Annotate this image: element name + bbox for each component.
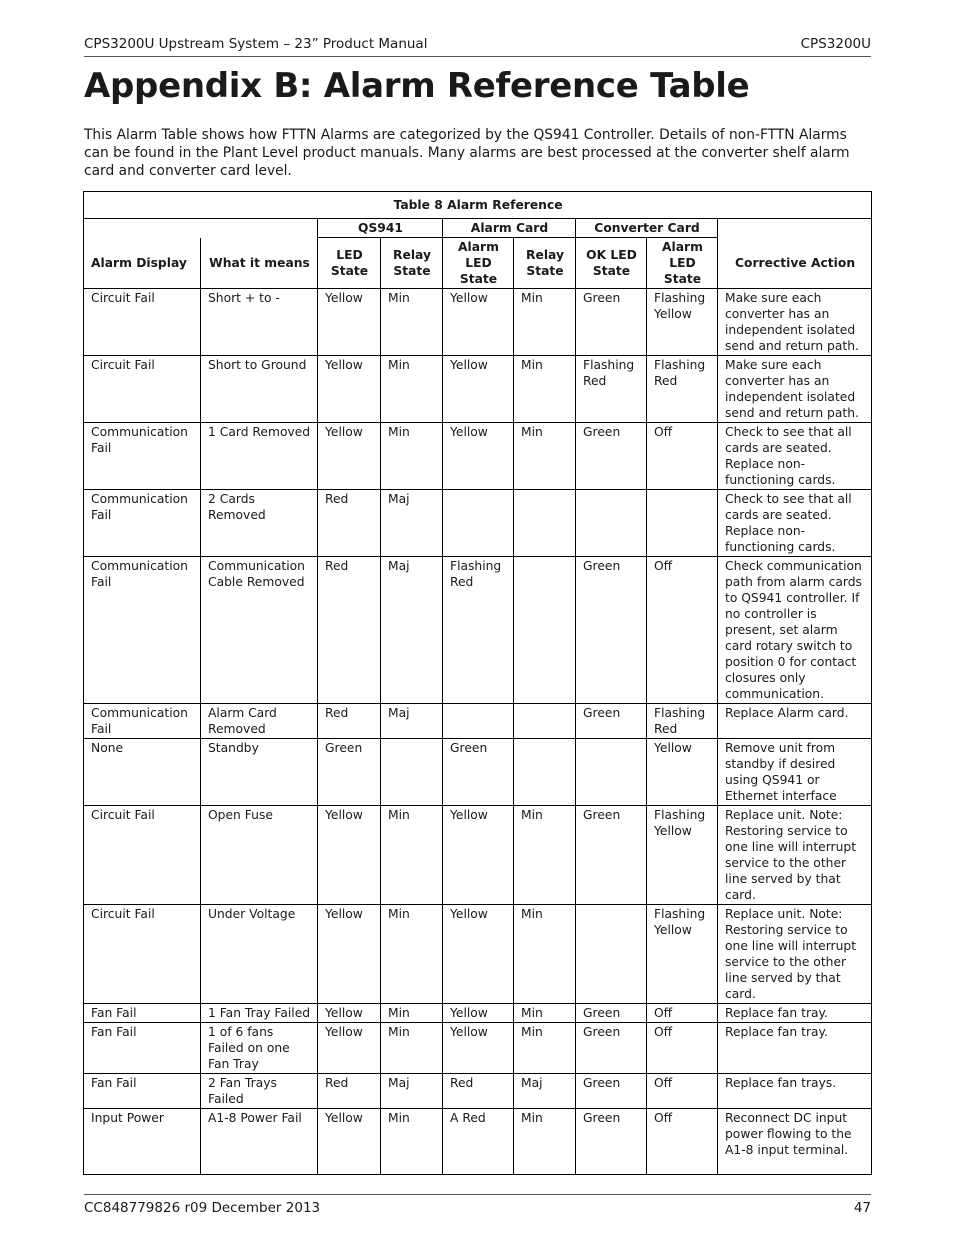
converter-alarm-led-cell: Yellow	[647, 739, 718, 806]
qs941-relay-cell: Min	[381, 1023, 443, 1074]
col-header-qs941-led: LED State	[318, 238, 381, 289]
alarm-display-cell: Circuit Fail	[84, 806, 201, 905]
alarm-card-led-cell: Yellow	[443, 806, 514, 905]
corrective-action-cell: Check communication path from alarm cards to QS941 controller. If no controller is present, set alarm card rotary switch to position 0 for contact closures only communication.	[718, 557, 872, 704]
table-row	[84, 356, 872, 423]
alarm-card-relay-cell: Min	[514, 1004, 576, 1023]
corrective-action-cell: Replace fan trays.	[718, 1074, 872, 1109]
what-it-means-cell: 1 of 6 fans Failed on one Fan Tray	[201, 1023, 318, 1074]
what-it-means-cell: 1 Fan Tray Failed	[201, 1004, 318, 1023]
group-header-alarm-card: Alarm Card	[443, 219, 576, 238]
alarm-card-led-cell: Green	[443, 739, 514, 806]
alarm-display-cell: Circuit Fail	[84, 905, 201, 1004]
converter-ok-led-cell: Green	[576, 423, 647, 490]
intro-paragraph: This Alarm Table shows how FTTN Alarms are categorized by the QS941 Controller. Details of non-FTTN Alarms can be found in the Plant Level product manuals. Many alarms are best processed at the converter shelf alarm card and converter card level.	[84, 127, 850, 179]
alarm-display-cell: Communication Fail	[84, 490, 201, 557]
what-it-means-cell: Communication Cable Removed	[201, 557, 318, 704]
what-it-means-cell: Under Voltage	[201, 905, 318, 1004]
converter-alarm-led-cell: Off	[647, 1004, 718, 1023]
converter-ok-led-cell: Green	[576, 289, 647, 356]
what-it-means-cell: Open Fuse	[201, 806, 318, 905]
alarm-card-led-cell	[443, 704, 514, 739]
col-header-converter-ok-led: OK LED State	[576, 238, 647, 289]
corrective-action-cell: Check to see that all cards are seated. Replace non-functioning cards.	[718, 490, 872, 557]
qs941-relay-cell: Min	[381, 289, 443, 356]
col-header-converter-alarm-led: Alarm LED State	[647, 238, 718, 289]
converter-alarm-led-cell: Flashing Red	[647, 356, 718, 423]
col-header-corrective-action: Corrective Action	[718, 238, 872, 289]
what-it-means-cell: 2 Cards Removed	[201, 490, 318, 557]
qs941-relay-cell: Maj	[381, 557, 443, 704]
converter-alarm-led-cell: Off	[647, 1074, 718, 1109]
header-spacer	[718, 219, 872, 238]
alarm-card-relay-cell	[514, 704, 576, 739]
corrective-action-cell: Replace Alarm card.	[718, 704, 872, 739]
corrective-action-cell: Replace unit. Note: Restoring service to one line will interrupt service to the other line served by that card.	[718, 806, 872, 905]
qs941-relay-cell: Maj	[381, 490, 443, 557]
what-it-means-cell: A1-8 Power Fail	[201, 1109, 318, 1175]
col-header-alarm-display: Alarm Display	[84, 238, 201, 289]
converter-alarm-led-cell: Off	[647, 557, 718, 704]
qs941-led-cell: Yellow	[318, 905, 381, 1004]
converter-ok-led-cell: Green	[576, 806, 647, 905]
converter-ok-led-cell: Green	[576, 1109, 647, 1175]
corrective-action-cell: Reconnect DC input power flowing to the A1-8 input terminal.	[718, 1109, 872, 1175]
alarm-display-cell: Circuit Fail	[84, 356, 201, 423]
alarm-card-relay-cell: Min	[514, 1023, 576, 1074]
converter-ok-led-cell: Green	[576, 1004, 647, 1023]
alarm-card-relay-cell	[514, 557, 576, 704]
col-header-alarm-card-relay: Relay State	[514, 238, 576, 289]
header-spacer	[84, 219, 318, 238]
alarm-card-relay-cell: Maj	[514, 1074, 576, 1109]
converter-alarm-led-cell: Flashing Yellow	[647, 289, 718, 356]
alarm-display-cell: Circuit Fail	[84, 289, 201, 356]
alarm-table-body	[84, 289, 872, 1175]
corrective-action-cell: Make sure each converter has an independent isolated send and return path.	[718, 356, 872, 423]
table-row	[84, 490, 872, 557]
alarm-card-led-cell: Yellow	[443, 905, 514, 1004]
qs941-led-cell: Yellow	[318, 1109, 381, 1175]
table-row	[84, 905, 872, 1004]
alarm-card-relay-cell	[514, 490, 576, 557]
qs941-led-cell: Red	[318, 490, 381, 557]
qs941-led-cell: Red	[318, 704, 381, 739]
alarm-card-led-cell: Yellow	[443, 423, 514, 490]
qs941-led-cell: Yellow	[318, 1004, 381, 1023]
qs941-led-cell: Red	[318, 557, 381, 704]
qs941-relay-cell: Min	[381, 423, 443, 490]
corrective-action-cell: Make sure each converter has an independent isolated send and return path.	[718, 289, 872, 356]
alarm-card-relay-cell: Min	[514, 1109, 576, 1175]
converter-ok-led-cell	[576, 905, 647, 1004]
corrective-action-cell: Check to see that all cards are seated. Replace non-functioning cards.	[718, 423, 872, 490]
converter-ok-led-cell: Green	[576, 557, 647, 704]
converter-alarm-led-cell: Off	[647, 1109, 718, 1175]
footer-document-id: CC848779826 r09 December 2013	[84, 1200, 321, 1216]
page-footer	[84, 1194, 871, 1219]
converter-alarm-led-cell: Off	[647, 423, 718, 490]
alarm-card-relay-cell: Min	[514, 423, 576, 490]
what-it-means-cell: 1 Card Removed	[201, 423, 318, 490]
page-header	[84, 34, 871, 57]
qs941-relay-cell	[381, 739, 443, 806]
table-row	[84, 1023, 872, 1074]
alarm-display-cell: Communication Fail	[84, 423, 201, 490]
converter-ok-led-cell	[576, 739, 647, 806]
qs941-relay-cell: Maj	[381, 1074, 443, 1109]
converter-alarm-led-cell: Flashing Red	[647, 704, 718, 739]
alarm-card-relay-cell	[514, 739, 576, 806]
alarm-card-relay-cell: Min	[514, 356, 576, 423]
what-it-means-cell: Alarm Card Removed	[201, 704, 318, 739]
qs941-led-cell: Green	[318, 739, 381, 806]
table-row	[84, 739, 872, 806]
col-header-alarm-card-led: Alarm LED State	[443, 238, 514, 289]
qs941-relay-cell: Maj	[381, 704, 443, 739]
qs941-relay-cell: Min	[381, 356, 443, 423]
qs941-led-cell: Yellow	[318, 356, 381, 423]
converter-alarm-led-cell	[647, 490, 718, 557]
qs941-relay-cell: Min	[381, 806, 443, 905]
table-row	[84, 423, 872, 490]
converter-alarm-led-cell: Flashing Yellow	[647, 806, 718, 905]
table-row	[84, 557, 872, 704]
qs941-led-cell: Yellow	[318, 806, 381, 905]
table-row	[84, 1004, 872, 1023]
converter-ok-led-cell: Green	[576, 1023, 647, 1074]
alarm-reference-table	[83, 191, 872, 1175]
what-it-means-cell: Short to Ground	[201, 356, 318, 423]
what-it-means-cell: 2 Fan Trays Failed	[201, 1074, 318, 1109]
qs941-relay-cell: Min	[381, 905, 443, 1004]
col-header-what-it-means: What it means	[201, 238, 318, 289]
header-product-code: CPS3200U	[800, 36, 871, 52]
qs941-led-cell: Yellow	[318, 289, 381, 356]
qs941-led-cell: Yellow	[318, 423, 381, 490]
alarm-card-led-cell: Yellow	[443, 289, 514, 356]
alarm-card-led-cell: A Red	[443, 1109, 514, 1175]
alarm-display-cell: Communication Fail	[84, 557, 201, 704]
alarm-display-cell: Communication Fail	[84, 704, 201, 739]
alarm-card-led-cell: Yellow	[443, 1023, 514, 1074]
page-number: 47	[853, 1200, 871, 1216]
alarm-card-led-cell: Flashing Red	[443, 557, 514, 704]
qs941-relay-cell: Min	[381, 1004, 443, 1023]
corrective-action-cell: Replace fan tray.	[718, 1004, 872, 1023]
what-it-means-cell: Short + to -	[201, 289, 318, 356]
converter-ok-led-cell	[576, 490, 647, 557]
converter-ok-led-cell: Green	[576, 704, 647, 739]
table-row	[84, 704, 872, 739]
table-row	[84, 289, 872, 356]
qs941-led-cell: Yellow	[318, 1023, 381, 1074]
converter-alarm-led-cell: Off	[647, 1023, 718, 1074]
group-header-converter-card: Converter Card	[576, 219, 718, 238]
header-manual-title: CPS3200U Upstream System – 23” Product Manual	[84, 36, 428, 52]
page-title: Appendix B: Alarm Reference Table	[84, 66, 750, 106]
alarm-card-relay-cell: Min	[514, 806, 576, 905]
qs941-relay-cell: Min	[381, 1109, 443, 1175]
alarm-card-led-cell	[443, 490, 514, 557]
alarm-display-cell: None	[84, 739, 201, 806]
alarm-display-cell: Fan Fail	[84, 1004, 201, 1023]
alarm-display-cell: Fan Fail	[84, 1023, 201, 1074]
alarm-display-cell: Fan Fail	[84, 1074, 201, 1109]
corrective-action-cell: Remove unit from standby if desired using QS941 or Ethernet interface	[718, 739, 872, 806]
alarm-card-led-cell: Red	[443, 1074, 514, 1109]
corrective-action-cell: Replace unit. Note: Restoring service to one line will interrupt service to the other line served by that card.	[718, 905, 872, 1004]
col-header-qs941-relay: Relay State	[381, 238, 443, 289]
alarm-card-relay-cell: Min	[514, 905, 576, 1004]
what-it-means-cell: Standby	[201, 739, 318, 806]
alarm-card-relay-cell: Min	[514, 289, 576, 356]
table-row	[84, 806, 872, 905]
alarm-display-cell: Input Power	[84, 1109, 201, 1175]
alarm-card-led-cell: Yellow	[443, 356, 514, 423]
converter-alarm-led-cell: Flashing Yellow	[647, 905, 718, 1004]
table-caption: Table 8 Alarm Reference	[84, 192, 872, 219]
table-row	[84, 1109, 872, 1175]
corrective-action-cell: Replace fan tray.	[718, 1023, 872, 1074]
qs941-led-cell: Red	[318, 1074, 381, 1109]
converter-ok-led-cell: Flashing Red	[576, 356, 647, 423]
converter-ok-led-cell: Green	[576, 1074, 647, 1109]
table-row	[84, 1074, 872, 1109]
group-header-qs941: QS941	[318, 219, 443, 238]
alarm-card-led-cell: Yellow	[443, 1004, 514, 1023]
